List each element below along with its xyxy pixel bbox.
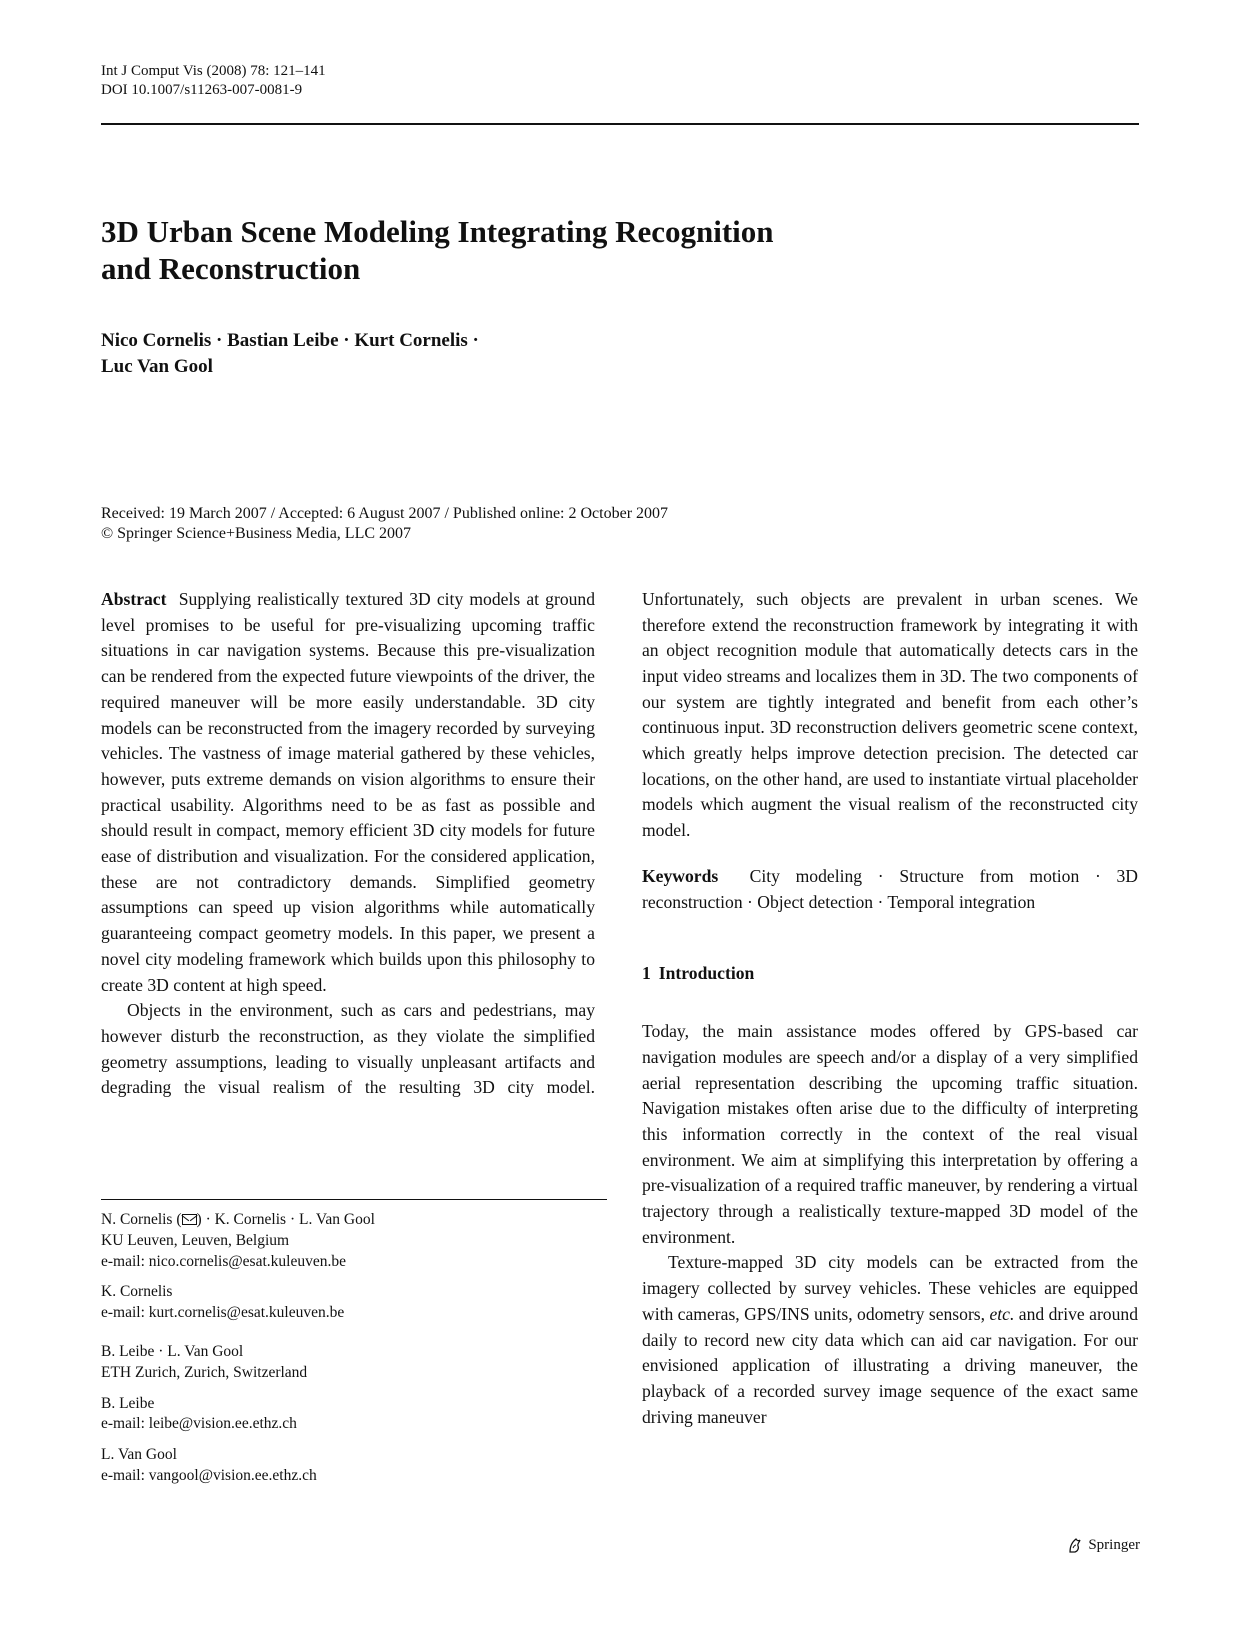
affiliation-institution: ETH Zurich, Zurich, Switzerland — [101, 1363, 308, 1381]
email-link[interactable]: e-mail: kurt.cornelis@esat.kuleuven.be — [101, 1304, 345, 1322]
abstract-paragraph-2: Objects in the environment, such as cars and pedestrians, may however disturb the reconstruction, as they violate the simplified geometry assumptions, leading to visually unpleasant artifacts and degrading the visual realism of the resulting 3D city model. — [101, 1000, 595, 1098]
affiliation-authors: B. Leibe — [101, 1394, 155, 1412]
abstract-text-1: Supplying realistically textured 3D city models at ground level promises to be useful for pre-visualizing upcoming traffic situations in car navigation systems. Because this pre-visualization can be rendered from the expected future viewpoints of the driver, the required maneuver will be more easily understandable. 3D city models can be reconstructed from the imagery recorded by surveying vehicles. The vastness of image material gathered by these vehicles, however, puts extreme demands on vision algorithms to ensure their practical usability. Algorithms need to be as fast as possible and should result in compact, memory efficient 3D city models for future ease of distribution and visualization. For the considered application, these are not contradictory demands. Simplified geometry assumptions can speed up vision algorithms while automatically guaranteeing compact geometry models. In this paper, we present a novel city modeling framework which builds upon this philosophy to create 3D content at high speed. — [101, 589, 596, 995]
intro-text-2b: and drive around daily to record new city data which can aid car navigation. For our envisioned application of illustrating a driving maneuver, the playback of a recorded survey image sequence of the exact same driving maneuver — [642, 1303, 1138, 1427]
title-line-2: and Reconstruction — [101, 251, 361, 286]
footnote-rule — [101, 1199, 607, 1200]
affiliation-block-1 — [101, 1210, 375, 1272]
section-heading-introduction — [642, 961, 1138, 987]
affiliation-authors: B. Leibe · L. Van Gool — [101, 1342, 244, 1360]
intro-text-2a: Texture-mapped 3D city models can be extracted from the imagery collected by survey vehicles. These vehicles are equipped with cameras, GPS/INS units, odometry sensors, — [642, 1252, 1138, 1324]
intro-paragraph-2 — [642, 1250, 1138, 1430]
keywords-label: Keywords — [642, 866, 719, 886]
publication-dates — [101, 504, 668, 544]
affiliation-block-4 — [101, 1394, 375, 1436]
copyright: © Springer Science+Business Media, LLC 2007 — [101, 525, 412, 542]
keywords — [642, 864, 1138, 915]
email-link[interactable]: e-mail: vangool@vision.ee.ethz.ch — [101, 1466, 317, 1484]
email-link[interactable]: e-mail: leibe@vision.ee.ethz.ch — [101, 1415, 297, 1433]
affiliation-block-2 — [101, 1282, 375, 1324]
keywords-text: City modeling · Structure from motion · 3D reconstruction · Object detection · Temporal integration — [642, 866, 1138, 912]
doi: DOI 10.1007/s11263-007-0081-9 — [101, 82, 303, 98]
authors-line-2: Luc Van Gool — [101, 356, 213, 377]
received-accepted-published: Received: 19 March 2007 / Accepted: 6 August 2007 / Published online: 2 October 2007 — [101, 505, 669, 522]
right-column — [642, 587, 1138, 1430]
author-affiliations — [101, 1210, 375, 1497]
section-title: Introduction — [658, 963, 755, 984]
abstract-paragraph-1 — [101, 587, 595, 998]
abstract-label: Abstract — [101, 589, 167, 609]
journal-header — [101, 62, 326, 100]
etc-italic: etc. — [989, 1303, 1015, 1324]
author-list — [101, 328, 479, 380]
affiliation-authors: L. Van Gool — [101, 1446, 177, 1464]
affiliation-block-3 — [101, 1342, 375, 1384]
affiliation-authors: N. Cornelis ( ) · K. Cornelis · L. Van Gool — [101, 1211, 375, 1228]
intro-paragraph-1: Today, the main assistance modes offered by GPS-based car navigation modules are speech and/or a display of a very simplified aerial representation describing the upcoming traffic situation. Navigation mistakes often arise due to the difficulty of interpreting this information correctly in the context of the real visual environment. We aim at simplifying this interpretation by offering a pre-visualization of a required traffic maneuver, by rendering a virtual trajectory through a realistically texture-mapped 3D model of the environment. — [642, 1021, 1138, 1247]
authors-line-1: Nico Cornelis · Bastian Leibe · Kurt Cornelis · — [101, 330, 479, 351]
affiliation-block-5 — [101, 1445, 375, 1487]
title-line-1: 3D Urban Scene Modeling Integrating Recognition — [101, 214, 774, 249]
envelope-icon — [182, 1214, 197, 1225]
abstract-paragraph-2-continued — [642, 587, 1138, 844]
paper-title — [101, 213, 1001, 287]
email-link[interactable]: e-mail: nico.cornelis@esat.kuleuven.be — [101, 1252, 346, 1270]
publisher-logo — [1066, 1536, 1140, 1554]
header-rule — [101, 123, 1139, 125]
left-column — [101, 587, 595, 1099]
affiliation-authors: K. Cornelis — [101, 1283, 173, 1301]
abstract-text-2-continued: Unfortunately, such objects are prevalent in urban scenes. We therefore extend the reconstruction framework by integrating it with an object recognition module that automatically detects cars in the input video streams and localizes them in 3D. The two components of our system are tightly integrated and benefit from each other’s continuous input. 3D reconstruction delivers geometric scene context, which greatly helps improve detection precision. The detected car locations, on the other hand, are used to instantiate virtual placeholder models which augment the visual realism of the reconstructed city model. — [642, 588, 1138, 841]
springer-horse-icon — [1066, 1536, 1084, 1554]
section-number: 1 — [642, 963, 651, 984]
affiliation-institution: KU Leuven, Leuven, Belgium — [101, 1231, 290, 1249]
publisher-name: Springer — [1088, 1536, 1140, 1553]
journal-citation: Int J Comput Vis (2008) 78: 121–141 — [101, 63, 326, 79]
